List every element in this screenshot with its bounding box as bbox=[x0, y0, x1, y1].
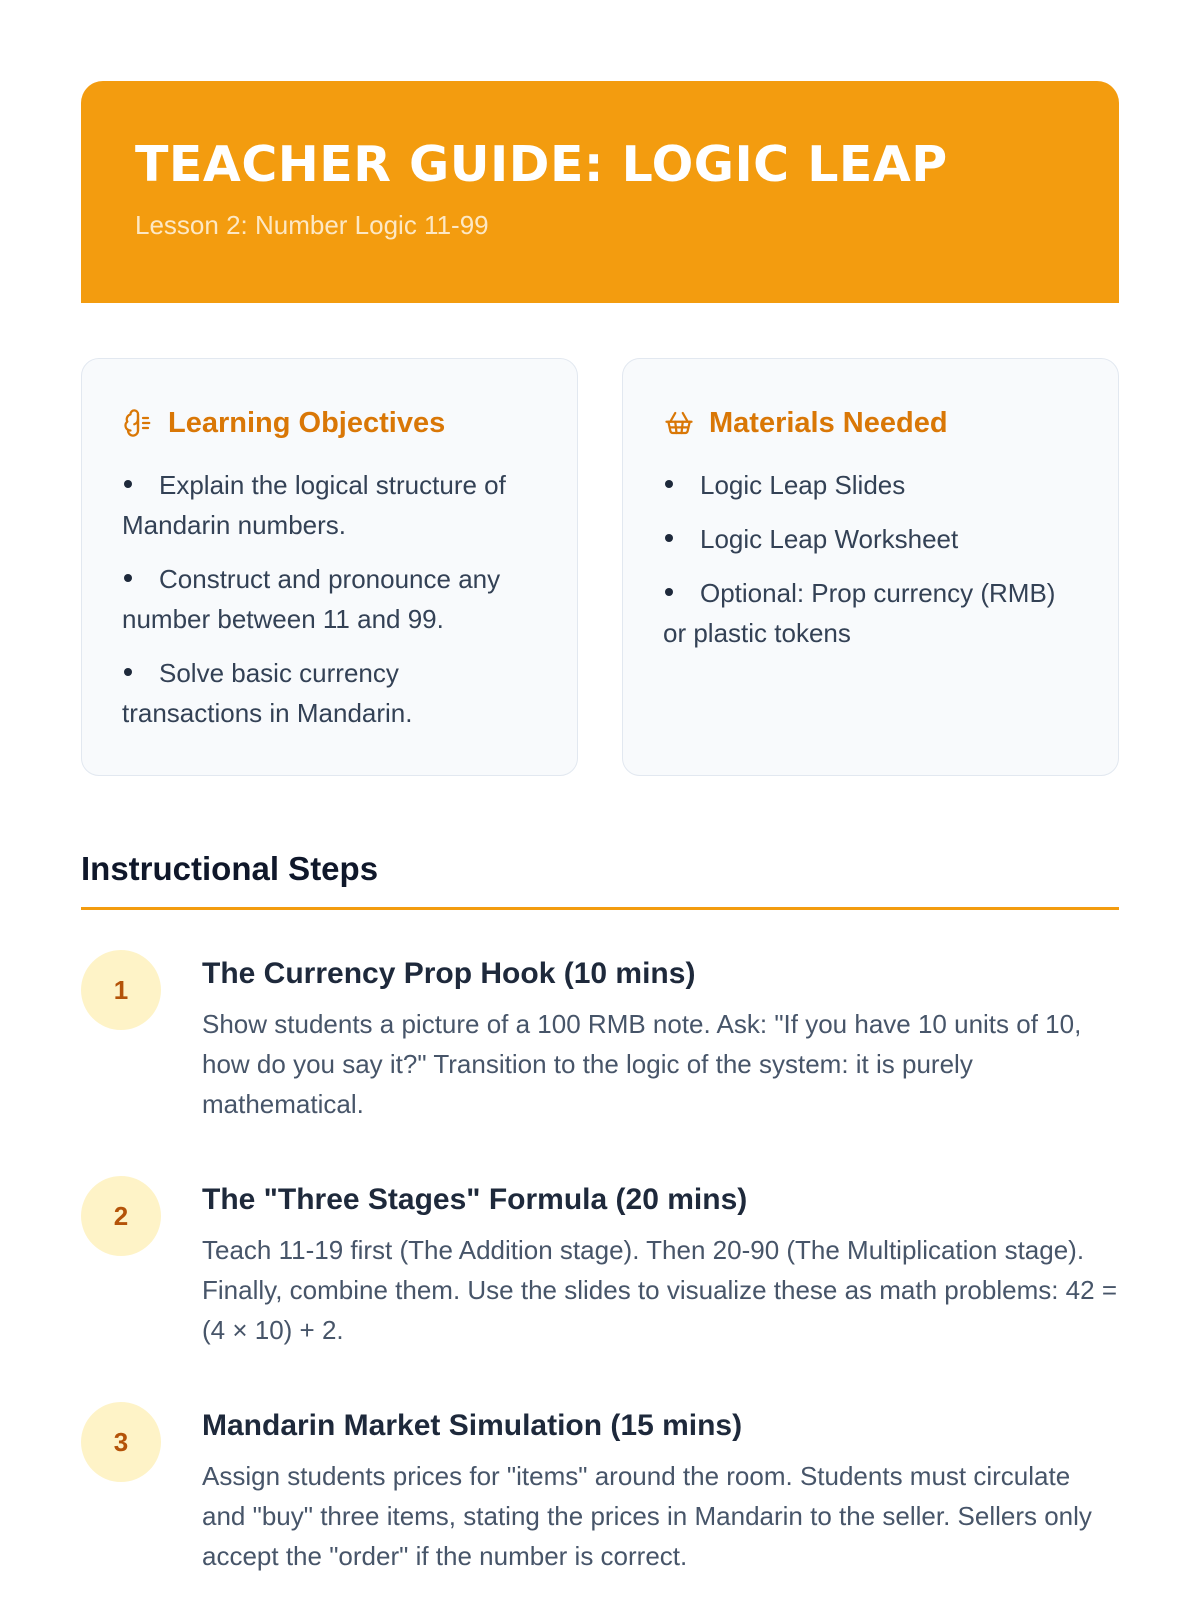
instructional-steps-list bbox=[81, 950, 1119, 1576]
material-text: Optional: Prop currency (RMB) or plastic tokens bbox=[663, 578, 1056, 648]
bullet-icon bbox=[122, 653, 159, 693]
material-text: Logic Leap Slides bbox=[700, 470, 906, 500]
step-body bbox=[202, 1176, 1119, 1350]
bullet-icon bbox=[663, 519, 700, 559]
learning-objectives-list bbox=[122, 465, 537, 733]
instructional-steps-title: Instructional Steps bbox=[81, 850, 379, 887]
bullet-icon bbox=[122, 465, 159, 505]
list-item bbox=[122, 465, 537, 545]
section-divider bbox=[81, 907, 1119, 910]
list-item bbox=[122, 653, 537, 733]
objective-text: Explain the logical structure of Mandarin numbers. bbox=[122, 470, 506, 540]
instructional-step bbox=[81, 950, 1119, 1124]
page-header bbox=[81, 81, 1119, 303]
step-number-badge: 2 bbox=[81, 1176, 161, 1256]
bullet-icon bbox=[663, 465, 700, 505]
learning-objectives-header bbox=[122, 403, 537, 443]
materials-needed-list bbox=[663, 465, 1078, 653]
step-body bbox=[202, 950, 1119, 1124]
materials-needed-title: Materials Needed bbox=[709, 406, 948, 439]
step-body bbox=[202, 1402, 1119, 1576]
materials-needed-card bbox=[622, 358, 1119, 776]
brain-icon bbox=[122, 407, 154, 439]
step-description: Teach 11-19 first (The Addition stage). Then 20-90 (The Multiplication stage). Finally, combine them. Use the slides to visualize these as math problems: 42 = (4 × 10) + 2. bbox=[202, 1235, 1118, 1345]
page-title: TEACHER GUIDE: LOGIC LEAP bbox=[135, 136, 948, 193]
instructional-step bbox=[81, 1402, 1119, 1576]
step-description: Show students a picture of a 100 RMB note. Ask: "If you have 10 units of 10, how do you say it?" Transition to the logic of the system: it is purely mathematical. bbox=[202, 1009, 1082, 1119]
bullet-icon bbox=[663, 573, 700, 613]
instructional-step bbox=[81, 1176, 1119, 1350]
material-text: Logic Leap Worksheet bbox=[700, 524, 959, 554]
info-cards bbox=[81, 358, 1119, 776]
step-title: The Currency Prop Hook (10 mins) bbox=[202, 957, 696, 990]
step-title: Mandarin Market Simulation (15 mins) bbox=[202, 1409, 743, 1442]
list-item bbox=[663, 519, 1078, 559]
materials-needed-header bbox=[663, 403, 1078, 443]
list-item bbox=[122, 559, 537, 639]
bullet-icon bbox=[122, 559, 159, 599]
learning-objectives-title: Learning Objectives bbox=[168, 406, 446, 439]
objective-text: Solve basic currency transactions in Mandarin. bbox=[122, 658, 413, 728]
step-number-badge: 1 bbox=[81, 950, 161, 1030]
step-description: Assign students prices for "items" around the room. Students must circulate and "buy" three items, stating the prices in Mandarin to the seller. Sellers only accept the "order" if the number is correct. bbox=[202, 1461, 1092, 1571]
learning-objectives-card bbox=[81, 358, 578, 776]
objective-text: Construct and pronounce any number between 11 and 99. bbox=[122, 564, 501, 634]
page-subtitle: Lesson 2: Number Logic 11-99 bbox=[135, 210, 489, 240]
step-title: The "Three Stages" Formula (20 mins) bbox=[202, 1183, 748, 1216]
list-item bbox=[663, 573, 1078, 653]
step-number-badge: 3 bbox=[81, 1402, 161, 1482]
list-item bbox=[663, 465, 1078, 505]
basket-icon bbox=[663, 407, 695, 439]
